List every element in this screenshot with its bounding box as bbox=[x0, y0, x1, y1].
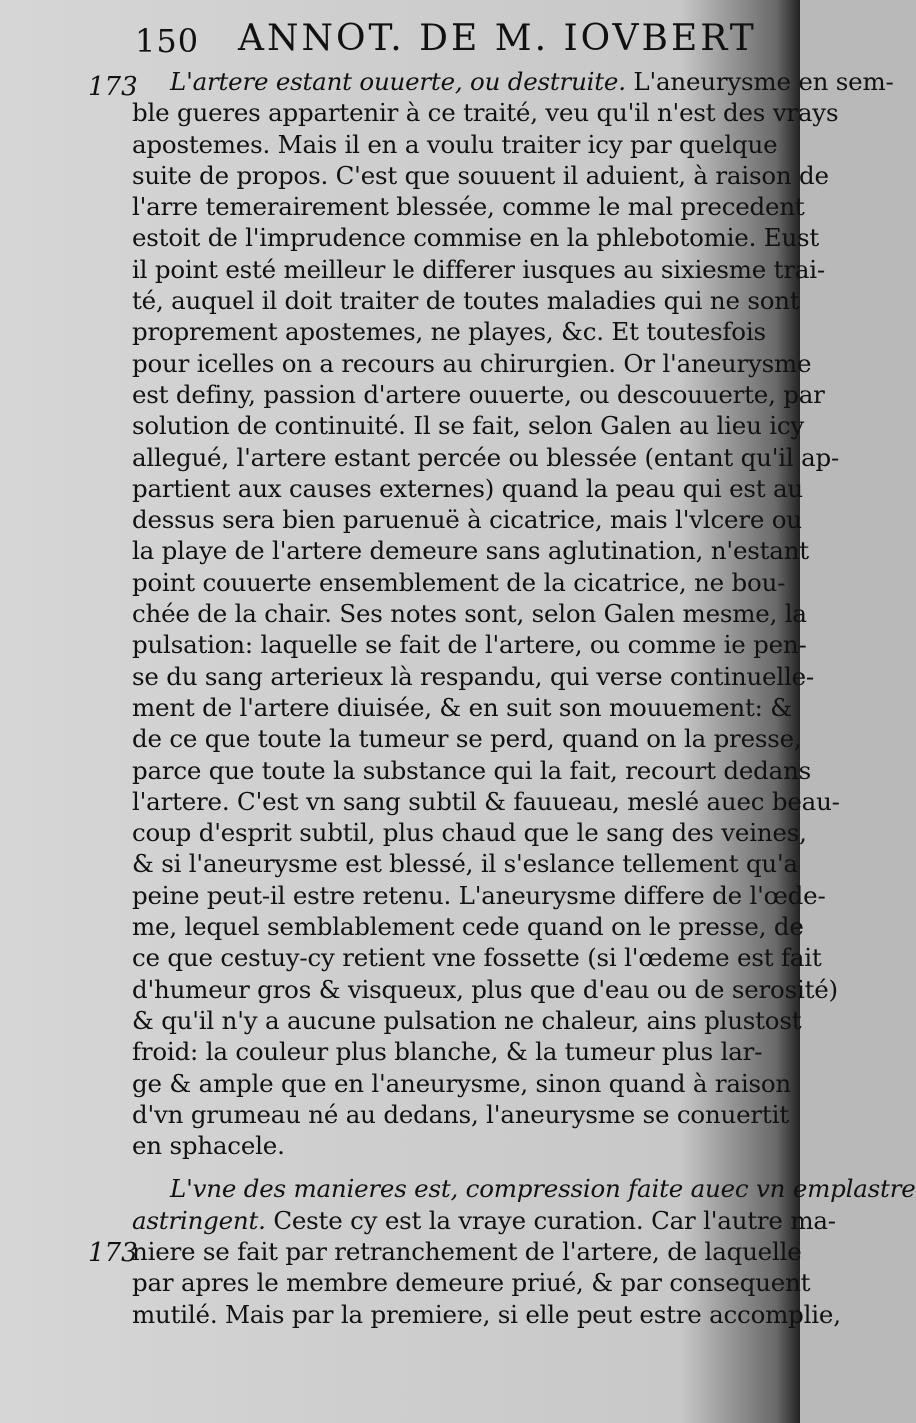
text-line: il point esté meilleur le differer iusques au sixiesme trai- bbox=[132, 254, 825, 284]
running-head: ANNOT. DE M. IOVBERT bbox=[238, 18, 757, 59]
text-line: peine peut-il estre retenu. L'aneurysme differe de l'œde- bbox=[132, 880, 826, 910]
lemma-continuation: Ceste cy est la vraye curation. Car l'autre ma- bbox=[265, 1205, 836, 1235]
text-line: ge & ample que en l'aneurysme, sinon quand à raison bbox=[132, 1068, 791, 1098]
text-body bbox=[132, 66, 916, 1330]
text-line: de ce que toute la tumeur se perd, quand on la presse, bbox=[132, 724, 802, 754]
text-line: ment de l'artere diuisée, & en suit son mouuement: & bbox=[132, 692, 792, 722]
margin-note-number: 173 bbox=[88, 1238, 138, 1268]
text-line: la playe de l'artere demeure sans aglutination, n'estant bbox=[132, 536, 809, 566]
margin-note-number: 173 bbox=[88, 72, 138, 102]
text-line: froid: la couleur plus blanche, & la tumeur plus lar- bbox=[132, 1037, 763, 1067]
annotation-block bbox=[132, 66, 894, 1161]
text-line: estoit de l'imprudence commise en la phlebotomie. Eust bbox=[132, 223, 820, 253]
text-line: coup d'esprit subtil, plus chaud que le sang des veines, bbox=[132, 818, 807, 848]
lemma-end: astringent. bbox=[132, 1205, 266, 1235]
lemma-continuation: L'aneurysme en sem- bbox=[625, 67, 894, 96]
text-line bbox=[132, 1205, 836, 1236]
text-line: té, auquel il doit traiter de toutes maladies qui ne sont bbox=[132, 286, 800, 316]
text-line: allegué, l'artere estant percée ou blessée (entant qu'il ap- bbox=[132, 442, 840, 472]
text-line: & qu'il n'y a aucune pulsation ne chaleur, ains plustost bbox=[132, 1005, 802, 1035]
text-line: dessus sera bien paruenuë à cicatrice, mais l'vlcere ou bbox=[132, 505, 802, 535]
lemma: L'vne des manieres est, compression faite auec vn emplastre bbox=[170, 1174, 916, 1204]
text-line: proprement apostemes, ne playes, &c. Et toutesfois bbox=[132, 317, 766, 347]
text-line: suite de propos. C'est que souuent il aduient, à raison de bbox=[132, 160, 829, 190]
text-line: d'vn grumeau né au dedans, l'aneurysme se conuertit bbox=[132, 1099, 789, 1129]
text-line: me, lequel semblablement cede quand on le presse, de bbox=[132, 912, 804, 942]
text-line: apostemes. Mais il en a voulu traiter icy par quelque bbox=[132, 129, 778, 159]
text-line: pulsation: laquelle se fait de l'artere, ou comme ie pen- bbox=[132, 630, 807, 660]
text-line: en sphacele. bbox=[132, 1131, 285, 1161]
text-line: mutilé. Mais par la premiere, si elle peut estre accomplie, bbox=[132, 1299, 841, 1329]
text-line: par apres le membre demeure priué, & par consequent bbox=[132, 1268, 811, 1298]
text-line: point couuerte ensemblement de la cicatrice, ne bou- bbox=[132, 567, 786, 597]
annotation-block bbox=[132, 1173, 916, 1329]
text-line: l'arre temerairement blessée, comme le mal precedent bbox=[132, 192, 805, 222]
text-line: niere se fait par retranchement de l'artere, de laquelle bbox=[132, 1236, 802, 1266]
text-line: l'artere. C'est vn sang subtil & fauueau, meslé auec beau- bbox=[132, 786, 840, 816]
text-line: partient aux causes externes) quand la peau qui est au bbox=[132, 473, 803, 503]
text-line: ble gueres appartenir à ce traité, veu qu'il n'est des vrays bbox=[132, 98, 839, 128]
paragraph-gap bbox=[132, 1161, 754, 1173]
text-line: chée de la chair. Ses notes sont, selon Galen mesme, la bbox=[132, 599, 807, 629]
text-line: se du sang arterieux là respandu, qui verse continuelle- bbox=[132, 661, 814, 691]
text-line: d'humeur gros & visqueux, plus que d'eau ou de serosité) bbox=[132, 974, 838, 1004]
page-header bbox=[0, 18, 800, 62]
text-line: pour icelles on a recours au chirurgien. Or l'aneurysme bbox=[132, 348, 812, 378]
text-line: solution de continuité. Il se fait, selon Galen au lieu icy bbox=[132, 411, 805, 441]
text-line: & si l'aneurysme est blessé, il s'eslance tellement qu'a bbox=[132, 849, 798, 879]
text-line bbox=[132, 66, 894, 97]
page-number: 150 bbox=[135, 22, 200, 60]
lemma: L'artere estant ouuerte, ou destruite. bbox=[170, 67, 626, 96]
text-line: ce que cestuy-cy retient vne fossette (si l'œdeme est fait bbox=[132, 943, 822, 973]
text-line: parce que toute la substance qui la fait, recourt dedans bbox=[132, 755, 812, 785]
text-line: est definy, passion d'artere ouuerte, ou descouuerte, par bbox=[132, 379, 825, 409]
